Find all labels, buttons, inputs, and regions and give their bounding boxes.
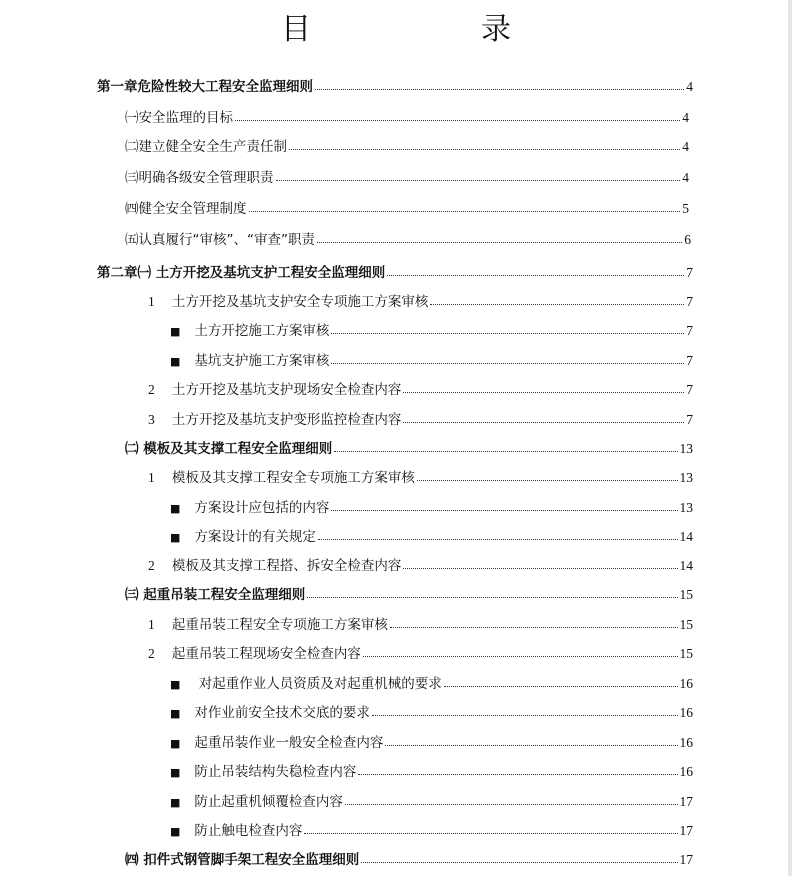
toc-entry[interactable] xyxy=(148,288,693,310)
toc-entry-page: 17 xyxy=(679,852,693,867)
toc-entry-page: 14 xyxy=(679,529,693,544)
toc-entry-text: 土方开挖及基坑支护现场安全检查内容 xyxy=(171,382,402,398)
toc-entry-page: 13 xyxy=(679,441,693,456)
toc-entry-text: 起重吊装工程现场安全检查内容 xyxy=(171,646,361,662)
toc-entry-page: 7 xyxy=(686,323,693,338)
toc-entry-text: 对起重作业人员资质及对起重机械的要求 xyxy=(198,676,442,692)
toc-entry-page: 13 xyxy=(679,500,693,515)
toc-entry[interactable] xyxy=(125,226,691,248)
toc-entry-text: 基坑支护施工方案审核 xyxy=(194,353,330,369)
square-bullet-icon: ■ xyxy=(170,737,181,750)
toc-entry-page: 15 xyxy=(679,587,693,602)
toc-entry-page: 16 xyxy=(679,676,693,691)
dot-leader xyxy=(289,149,680,150)
toc-entry-text: 模板及其支撑工程搭、拆安全检查内容 xyxy=(171,558,402,574)
toc-entry[interactable] xyxy=(97,259,693,281)
toc-entry[interactable] xyxy=(170,788,693,810)
toc-entry[interactable] xyxy=(170,317,693,339)
toc-entry-text: ㈢明确各级安全管理职责 xyxy=(125,170,274,186)
toc-entry-number: 2 xyxy=(148,382,155,397)
toc-entry-page: 5 xyxy=(682,201,689,216)
toc-entry-page: 16 xyxy=(679,735,693,750)
toc-entry-text: ㈣健全安全管理制度 xyxy=(125,201,247,217)
dot-leader xyxy=(331,333,684,334)
dot-leader xyxy=(315,89,684,90)
toc-entry-text: 土方开挖及基坑支护变形监控检查内容 xyxy=(171,412,402,428)
dot-leader xyxy=(307,597,677,598)
dot-leader xyxy=(390,627,678,628)
toc-entry[interactable] xyxy=(148,464,693,486)
toc-entry[interactable] xyxy=(125,164,689,186)
toc-entry-page: 17 xyxy=(679,823,693,838)
dot-leader xyxy=(331,510,677,511)
toc-entry-text: 对作业前安全技术交底的要求 xyxy=(194,705,370,721)
toc-entry-text: 第一章危险性较大工程安全监理细则 xyxy=(97,79,313,95)
toc-entry-page: 4 xyxy=(682,139,689,154)
toc-entry-text: ㈣ 扣件式钢管脚手架工程安全监理细则 xyxy=(125,852,360,868)
toc-entry-text: ㈠安全监理的目标 xyxy=(125,110,233,126)
toc-entry-text: ㈢ 起重吊装工程安全监理细则 xyxy=(125,587,306,603)
toc-entry-page: 7 xyxy=(686,382,693,397)
toc-entry[interactable] xyxy=(148,611,693,633)
dot-leader xyxy=(403,392,684,393)
dot-leader xyxy=(304,833,677,834)
toc-entry[interactable] xyxy=(170,523,693,545)
toc-entry-text: 起重吊装作业一般安全检查内容 xyxy=(194,735,384,751)
toc-entry-page: 6 xyxy=(684,232,691,247)
toc-entry-number: 2 xyxy=(148,646,155,661)
toc-entry-page: 16 xyxy=(679,764,693,779)
toc-entry-text: 方案设计的有关规定 xyxy=(194,529,316,545)
toc-title: 目 录 xyxy=(281,12,581,47)
toc-entry-page: 14 xyxy=(679,558,693,573)
toc-entry[interactable] xyxy=(125,104,689,126)
toc-entry[interactable] xyxy=(97,73,693,95)
toc-entry-text: 模板及其支撑工程安全专项施工方案审核 xyxy=(171,470,415,486)
toc-entry[interactable] xyxy=(170,494,693,516)
toc-entry-page: 7 xyxy=(686,412,693,427)
square-bullet-icon: ■ xyxy=(170,531,181,544)
square-bullet-icon: ■ xyxy=(170,355,181,368)
toc-entry-text: 土方开挖及基坑支护安全专项施工方案审核 xyxy=(171,294,429,310)
dot-leader xyxy=(331,363,684,364)
toc-entry[interactable] xyxy=(170,758,693,780)
dot-leader xyxy=(363,656,678,657)
toc-entry-page: 17 xyxy=(679,794,693,809)
toc-entry-number: 3 xyxy=(148,412,155,427)
toc-entry[interactable] xyxy=(148,406,693,428)
toc-entry-text: 起重吊装工程安全专项施工方案审核 xyxy=(171,617,388,633)
dot-leader xyxy=(403,422,684,423)
dot-leader xyxy=(358,774,677,775)
dot-leader xyxy=(387,275,684,276)
dot-leader xyxy=(317,242,682,243)
dot-leader xyxy=(334,451,677,452)
toc-entry-page: 16 xyxy=(679,705,693,720)
toc-entry-page: 7 xyxy=(686,294,693,309)
dot-leader xyxy=(249,211,681,212)
toc-entry[interactable] xyxy=(170,670,693,692)
toc-entry-text: 土方开挖施工方案审核 xyxy=(194,323,330,339)
dot-leader xyxy=(361,862,677,863)
toc-entry-page: 4 xyxy=(686,79,693,94)
dot-leader xyxy=(403,568,677,569)
dot-leader xyxy=(318,539,678,540)
square-bullet-icon: ■ xyxy=(170,766,181,779)
toc-entry-page: 15 xyxy=(679,617,693,632)
toc-entry-number: 2 xyxy=(148,558,155,573)
toc-entry-page: 15 xyxy=(679,646,693,661)
toc-entry-text: 防止起重机倾覆检查内容 xyxy=(194,794,343,810)
page-edge xyxy=(788,0,792,876)
toc-entry-text: 方案设计应包括的内容 xyxy=(194,500,330,516)
toc-entry-page: 7 xyxy=(686,265,693,280)
toc-entry[interactable] xyxy=(125,435,693,457)
toc-entry[interactable] xyxy=(148,552,693,574)
toc-entry-page: 13 xyxy=(679,470,693,485)
toc-entry-text: ㈡ 模板及其支撑工程安全监理细则 xyxy=(125,441,333,457)
dot-leader xyxy=(430,304,684,305)
toc-entry[interactable] xyxy=(125,846,693,868)
toc-entry-text: ㈡建立健全安全生产责任制 xyxy=(125,139,287,155)
dot-leader xyxy=(235,120,680,121)
toc-entry[interactable] xyxy=(148,640,693,662)
square-bullet-icon: ■ xyxy=(170,502,181,515)
toc-entry-page: 7 xyxy=(686,353,693,368)
toc-entry-number: 1 xyxy=(148,617,155,632)
toc-entry[interactable] xyxy=(148,376,693,398)
dot-leader xyxy=(444,686,678,687)
toc-entry-text: 防止触电检查内容 xyxy=(194,823,303,839)
toc-entry[interactable] xyxy=(170,817,693,839)
dot-leader xyxy=(276,180,681,181)
dot-leader xyxy=(385,745,677,746)
toc-entry-number: 1 xyxy=(148,294,155,309)
toc-entry-text: ㈤认真履行“审核”、“审查”职责 xyxy=(125,232,315,248)
toc-entry[interactable] xyxy=(170,729,693,751)
toc-entry[interactable] xyxy=(125,581,693,603)
square-bullet-icon: ■ xyxy=(170,707,181,720)
square-bullet-icon: ■ xyxy=(170,825,181,838)
toc-entry-page: 4 xyxy=(682,170,689,185)
square-bullet-icon: ■ xyxy=(170,678,181,691)
dot-leader xyxy=(417,480,678,481)
toc-entry[interactable] xyxy=(125,195,689,217)
toc-entry-text: 第二章㈠ 土方开挖及基坑支护工程安全监理细则 xyxy=(97,265,386,281)
toc-entry[interactable] xyxy=(170,699,693,721)
toc-entry-page: 4 xyxy=(682,110,689,125)
dot-leader xyxy=(372,715,678,716)
toc-entry-text: 防止吊装结构失稳检查内容 xyxy=(194,764,357,780)
square-bullet-icon: ■ xyxy=(170,325,181,338)
dot-leader xyxy=(345,804,678,805)
toc-entry[interactable] xyxy=(125,133,689,155)
toc-entry[interactable] xyxy=(170,347,693,369)
toc-entry-number: 1 xyxy=(148,470,155,485)
square-bullet-icon: ■ xyxy=(170,796,181,809)
